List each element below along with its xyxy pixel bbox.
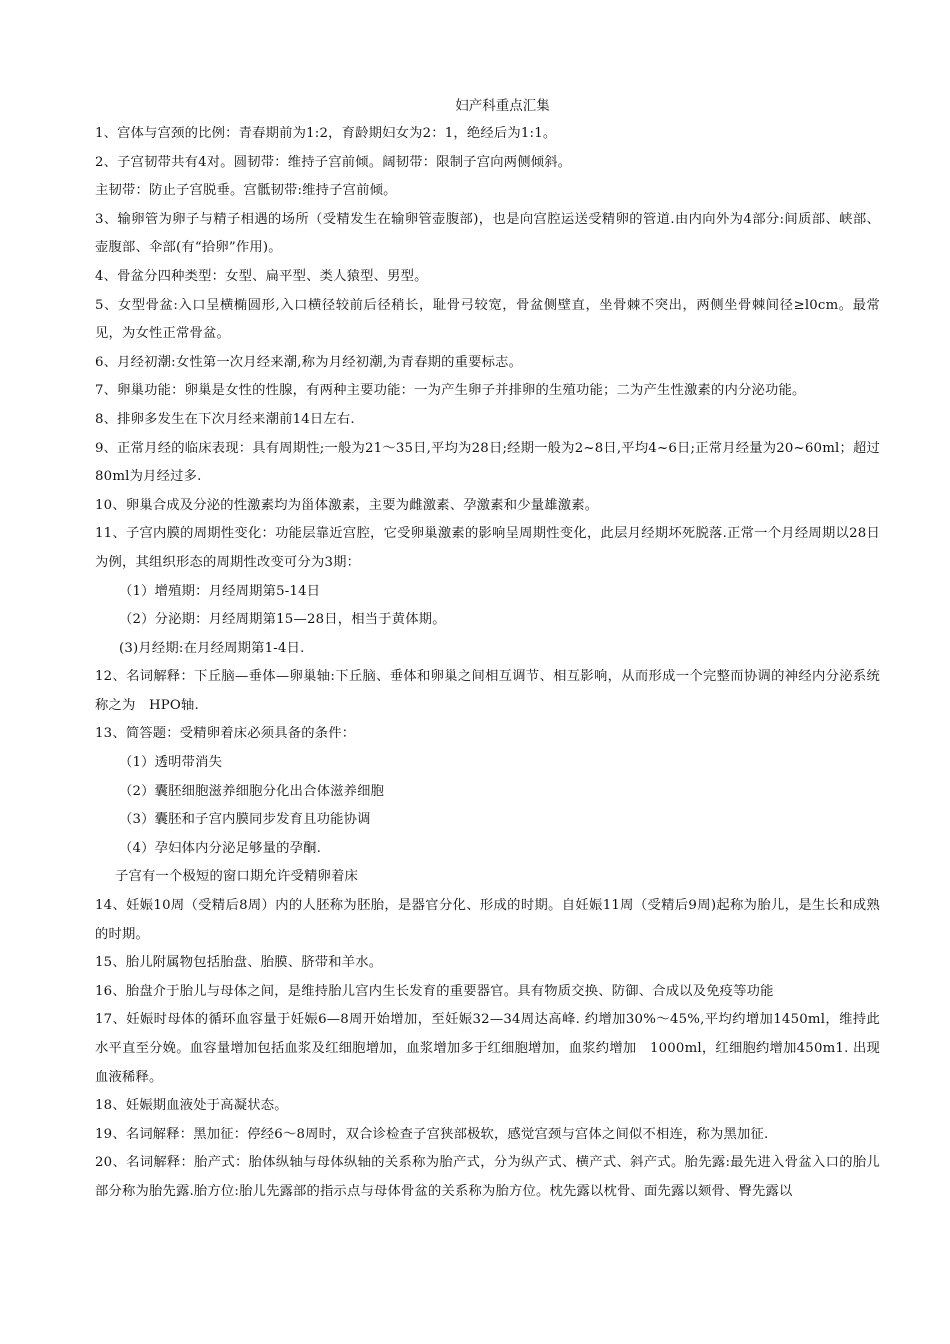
paragraph: 6、月经初潮:女性第一次月经来潮,称为月经初潮,为青春期的重要标志。 bbox=[95, 354, 523, 370]
paragraph: （2）分泌期：月经周期第15—28日，相当于黄体期。 bbox=[119, 612, 446, 628]
paragraph: 16、胎盘介于胎儿与母体之间，是维持胎儿宫内生长发育的重要器官。具有物质交换、防御、合成以及免疫等功能 bbox=[95, 983, 774, 999]
paragraph: (3)月经期:在月经周期第1-4日. bbox=[119, 640, 305, 656]
paragraph: （3）囊胚和子宫内膜同步发育且功能协调 bbox=[119, 812, 371, 828]
paragraph: 15、胎儿附属物包括胎盘、胎膜、脐带和羊水。 bbox=[95, 955, 383, 971]
paragraph: 7、卵巢功能：卵巢是女性的性腺，有两种主要功能：一为产生卵子并排卵的生殖功能；二为产生性激素的内分泌功能。 bbox=[95, 383, 806, 399]
paragraph: 17、妊娠时母体的循环血容量于妊娠6—8周开始增加，至妊娠32—34周达高峰. 约增加30%～45%,平均约增加1450ml，维持此水平直至分娩。血容量增加包括血浆及红细胞增加，血浆增加多于红细胞增加，血浆约增加 1000ml，红细胞约增加450m1. 出现血液稀释。 bbox=[95, 1012, 880, 1085]
paragraph: （2）囊胚细胞滋养细胞分化出合体滋养细胞 bbox=[119, 783, 385, 799]
paragraph: 19、名词解释：黑加征：停经6～8周时，双合诊检查子宫狭部极软，感觉宫颈与宫体之间似不相连，称为黑加征. bbox=[95, 1126, 769, 1142]
paragraph: 14、妊娠10周（受精后8周）内的人胚称为胚胎，是器官分化、形成的时期。自妊娠11周（受精后9周)起称为胎儿，是生长和成熟的时期。 bbox=[95, 898, 880, 942]
paragraph: （1）增殖期：月经周期第5-14日 bbox=[119, 583, 321, 599]
paragraph: （1）透明带消失 bbox=[119, 755, 223, 771]
paragraph: 11、子宫内膜的周期性变化：功能层靠近宫腔，它受卵巢激素的影响呈周期性变化，此层月经期坏死脱落.正常一个月经周期以28日为例，其组织形态的周期性改变可分为3期： bbox=[95, 526, 880, 570]
paragraph: 20、名词解释：胎产式：胎体纵轴与母体纵轴的关系称为胎产式，分为纵产式、横产式、斜产式。胎先露:最先进入骨盆入口的胎儿部分称为胎先露.胎方位:胎儿先露部的指示点与母体骨盆的关系称为胎方位。枕先露以枕骨、面先露以颏骨、臀先露以 bbox=[95, 1155, 880, 1199]
paragraph: 主韧带：防止子宫脱垂。宫骶韧带:维持子宫前倾。 bbox=[95, 183, 397, 199]
paragraph: 3、输卵管为卵子与精子相遇的场所（受精发生在输卵管壶腹部)，也是向宫腔运送受精卵的管道.由内向外为4部分:间质部、峡部、壶腹部、伞部(有“拾卵”作用)。 bbox=[95, 211, 880, 256]
paragraph: 8、排卵多发生在下次月经来潮前14日左右. bbox=[95, 411, 355, 427]
paragraph: 1、宫体与宫颈的比例：青春期前为1:2，育龄期妇女为2：1，绝经后为1:1。 bbox=[95, 126, 557, 141]
document-body bbox=[95, 120, 880, 1207]
paragraph: 10、卵巢合成及分泌的性激素均为甾体激素，主要为雌激素、孕激素和少量雄激素。 bbox=[95, 497, 599, 513]
paragraph: 9、正常月经的临床表现：具有周期性;一般为21～35日,平均为28日;经期一般为2~8日,平均4~6日;正常月经量为20~60ml；超过80ml为月经过多. bbox=[95, 440, 880, 485]
paragraph: 13、简答题：受精卵着床必须具备的条件： bbox=[95, 726, 356, 742]
paragraph: 子宫有一个极短的窗口期允许受精卵着床 bbox=[115, 869, 358, 885]
paragraph: 5、女型骨盆:入口呈横椭圆形,入口横径较前后径稍长，耻骨弓较宽，骨盆侧壁直，坐骨棘不突出，两侧坐骨棘间径≥l0cm。最常见，为女性正常骨盆。 bbox=[95, 297, 880, 342]
paragraph: 2、子宫韧带共有4对。圆韧带：维持子宫前倾。阔韧带：限制子宫向两侧倾斜。 bbox=[95, 154, 572, 170]
paragraph: （4）孕妇体内分泌足够量的孕酮. bbox=[119, 840, 322, 856]
paragraph: 12、名词解释：下丘脑—垂体—卵巢轴:下丘脑、垂体和卵巢之间相互调节、相互影响，从而形成一个完整而协调的神经内分泌系统称之为 HPO轴. bbox=[95, 669, 880, 713]
paragraph: 4、骨盆分四种类型：女型、扁平型、类人猿型、男型。 bbox=[95, 268, 428, 284]
document-title: 妇产科重点汇集 bbox=[455, 98, 550, 114]
paragraph: 18、妊娠期血液处于高凝状态。 bbox=[95, 1098, 288, 1114]
